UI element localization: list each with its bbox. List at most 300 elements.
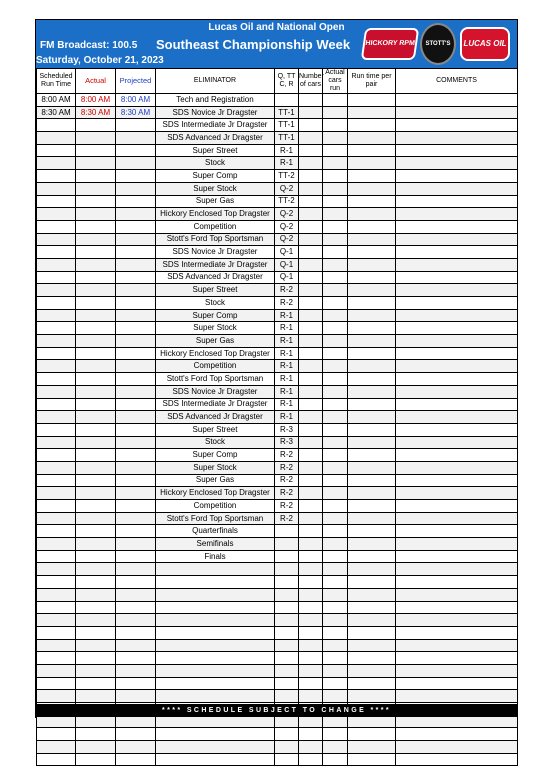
cell-actual bbox=[76, 284, 116, 297]
cell-actual bbox=[76, 512, 116, 525]
cell-actual bbox=[76, 144, 116, 157]
cell-actual bbox=[76, 449, 116, 462]
cell-scheduled bbox=[37, 119, 76, 132]
blank-cell bbox=[116, 677, 156, 690]
cell-comments bbox=[396, 461, 518, 474]
cell-actual-cars bbox=[323, 347, 348, 360]
blank-cell bbox=[323, 576, 348, 589]
series-title: Southeast Championship Week bbox=[156, 37, 351, 52]
cell-actual-cars bbox=[323, 525, 348, 538]
cell-comments bbox=[396, 487, 518, 500]
table-row bbox=[37, 385, 518, 398]
cell-comments bbox=[396, 233, 518, 246]
cell-projected: 8:00 AM bbox=[116, 94, 156, 107]
cell-projected bbox=[116, 309, 156, 322]
cell-actual-cars bbox=[323, 157, 348, 170]
cell-num-cars bbox=[299, 170, 323, 183]
table-row bbox=[37, 170, 518, 183]
cell-actual bbox=[76, 398, 116, 411]
blank-cell bbox=[156, 728, 275, 741]
blank-cell bbox=[37, 626, 76, 639]
cell-comments bbox=[396, 500, 518, 513]
blank-cell bbox=[156, 626, 275, 639]
blank-cell bbox=[37, 728, 76, 741]
cell-eliminator: Competition bbox=[156, 500, 275, 513]
cell-comments bbox=[396, 398, 518, 411]
cell-comments bbox=[396, 157, 518, 170]
blank-cell bbox=[348, 639, 396, 652]
cell-projected bbox=[116, 220, 156, 233]
cell-num-cars bbox=[299, 487, 323, 500]
cell-code: R-1 bbox=[275, 309, 299, 322]
cell-num-cars bbox=[299, 271, 323, 284]
cell-projected bbox=[116, 500, 156, 513]
table-row bbox=[37, 373, 518, 386]
table-row bbox=[37, 157, 518, 170]
blank-cell bbox=[348, 614, 396, 627]
blank-cell bbox=[156, 715, 275, 728]
cell-projected bbox=[116, 360, 156, 373]
blank-cell bbox=[396, 639, 518, 652]
cell-comments bbox=[396, 258, 518, 271]
cell-projected bbox=[116, 119, 156, 132]
cell-actual bbox=[76, 119, 116, 132]
blank-cell bbox=[116, 588, 156, 601]
cell-actual-cars bbox=[323, 385, 348, 398]
table-row bbox=[37, 106, 518, 119]
cell-actual bbox=[76, 411, 116, 424]
blank-cell bbox=[116, 741, 156, 754]
blank-cell bbox=[323, 677, 348, 690]
table-row bbox=[37, 398, 518, 411]
cell-num-cars bbox=[299, 157, 323, 170]
blank-cell bbox=[275, 715, 299, 728]
cell-actual bbox=[76, 373, 116, 386]
cell-comments bbox=[396, 144, 518, 157]
cell-scheduled bbox=[37, 385, 76, 398]
cell-actual-cars bbox=[323, 208, 348, 221]
cell-actual bbox=[76, 500, 116, 513]
cell-comments bbox=[396, 525, 518, 538]
cell-code: R-1 bbox=[275, 360, 299, 373]
blank-cell bbox=[299, 601, 323, 614]
hickory-logo: HICKORY RPM bbox=[361, 28, 419, 60]
blank-cell bbox=[299, 715, 323, 728]
cell-scheduled bbox=[37, 309, 76, 322]
cell-scheduled bbox=[37, 322, 76, 335]
cell-code: TT-1 bbox=[275, 106, 299, 119]
cell-projected bbox=[116, 284, 156, 297]
cell-scheduled bbox=[37, 208, 76, 221]
cell-actual-cars bbox=[323, 322, 348, 335]
table-row bbox=[37, 144, 518, 157]
cell-actual-cars bbox=[323, 411, 348, 424]
cell-run-time bbox=[348, 436, 396, 449]
blank-cell bbox=[299, 728, 323, 741]
cell-actual-cars bbox=[323, 487, 348, 500]
cell-scheduled: 8:30 AM bbox=[37, 106, 76, 119]
cell-comments bbox=[396, 423, 518, 436]
cell-code: R-1 bbox=[275, 347, 299, 360]
table-row bbox=[37, 195, 518, 208]
cell-num-cars bbox=[299, 474, 323, 487]
cell-comments bbox=[396, 347, 518, 360]
cell-num-cars bbox=[299, 182, 323, 195]
cell-projected bbox=[116, 423, 156, 436]
cell-scheduled bbox=[37, 271, 76, 284]
blank-cell bbox=[37, 677, 76, 690]
cell-code: R-2 bbox=[275, 512, 299, 525]
table-row bbox=[37, 322, 518, 335]
cell-run-time bbox=[348, 411, 396, 424]
cell-actual: 8:00 AM bbox=[76, 94, 116, 107]
blank-cell bbox=[275, 588, 299, 601]
blank-cell bbox=[37, 664, 76, 677]
blank-cell bbox=[348, 677, 396, 690]
blank-cell bbox=[275, 664, 299, 677]
cell-code: R-1 bbox=[275, 157, 299, 170]
cell-scheduled bbox=[37, 335, 76, 348]
cell-comments bbox=[396, 512, 518, 525]
table-row-blank bbox=[37, 677, 518, 690]
cell-actual-cars bbox=[323, 335, 348, 348]
table-row bbox=[37, 550, 518, 563]
blank-cell bbox=[76, 626, 116, 639]
cell-projected bbox=[116, 474, 156, 487]
cell-actual-cars bbox=[323, 297, 348, 310]
blank-cell bbox=[275, 576, 299, 589]
cell-actual-cars bbox=[323, 119, 348, 132]
blank-cell bbox=[299, 563, 323, 576]
cell-actual-cars bbox=[323, 360, 348, 373]
cell-comments bbox=[396, 322, 518, 335]
cell-actual-cars bbox=[323, 423, 348, 436]
cell-projected bbox=[116, 297, 156, 310]
blank-cell bbox=[396, 576, 518, 589]
cell-actual bbox=[76, 309, 116, 322]
cell-num-cars bbox=[299, 94, 323, 107]
cell-scheduled bbox=[37, 550, 76, 563]
col-actual: Actual bbox=[76, 69, 116, 94]
cell-actual bbox=[76, 347, 116, 360]
cell-eliminator: SDS Novice Jr Dragster bbox=[156, 246, 275, 259]
cell-eliminator: SDS Novice Jr Dragster bbox=[156, 106, 275, 119]
blank-cell bbox=[396, 741, 518, 754]
cell-eliminator: Hickory Enclosed Top Dragster bbox=[156, 487, 275, 500]
cell-actual bbox=[76, 487, 116, 500]
cell-num-cars bbox=[299, 335, 323, 348]
cell-actual bbox=[76, 538, 116, 551]
cell-num-cars bbox=[299, 461, 323, 474]
cell-code bbox=[275, 550, 299, 563]
blank-cell bbox=[156, 652, 275, 665]
table-row bbox=[37, 297, 518, 310]
cell-eliminator: Super Gas bbox=[156, 335, 275, 348]
cell-projected bbox=[116, 195, 156, 208]
cell-scheduled bbox=[37, 461, 76, 474]
cell-comments bbox=[396, 94, 518, 107]
cell-actual-cars bbox=[323, 449, 348, 462]
blank-cell bbox=[116, 753, 156, 766]
cell-run-time bbox=[348, 423, 396, 436]
table-row-blank bbox=[37, 576, 518, 589]
blank-cell bbox=[299, 690, 323, 703]
blank-cell bbox=[396, 677, 518, 690]
cell-eliminator: Super Street bbox=[156, 144, 275, 157]
blank-cell bbox=[348, 601, 396, 614]
cell-num-cars bbox=[299, 423, 323, 436]
table-row bbox=[37, 284, 518, 297]
cell-code: TT-1 bbox=[275, 119, 299, 132]
cell-actual-cars bbox=[323, 144, 348, 157]
cell-eliminator: Stott's Ford Top Sportsman bbox=[156, 373, 275, 386]
cell-actual-cars bbox=[323, 258, 348, 271]
lucas-oil-logo: LUCAS OIL bbox=[460, 27, 510, 61]
cell-run-time bbox=[348, 157, 396, 170]
cell-num-cars bbox=[299, 246, 323, 259]
blank-cell bbox=[275, 753, 299, 766]
cell-code: R-2 bbox=[275, 297, 299, 310]
blank-cell bbox=[76, 677, 116, 690]
table-row-blank bbox=[37, 601, 518, 614]
cell-projected bbox=[116, 347, 156, 360]
cell-scheduled bbox=[37, 284, 76, 297]
cell-run-time bbox=[348, 525, 396, 538]
cell-code: TT-2 bbox=[275, 170, 299, 183]
blank-cell bbox=[37, 753, 76, 766]
blank-cell bbox=[323, 614, 348, 627]
cell-actual bbox=[76, 322, 116, 335]
cell-projected bbox=[116, 385, 156, 398]
blank-cell bbox=[275, 652, 299, 665]
cell-projected bbox=[116, 271, 156, 284]
cell-eliminator: Quarterfinals bbox=[156, 525, 275, 538]
blank-cell bbox=[116, 715, 156, 728]
cell-run-time bbox=[348, 297, 396, 310]
cell-scheduled bbox=[37, 512, 76, 525]
cell-scheduled bbox=[37, 195, 76, 208]
blank-cell bbox=[37, 601, 76, 614]
cell-num-cars bbox=[299, 297, 323, 310]
cell-code: R-1 bbox=[275, 373, 299, 386]
cell-comments bbox=[396, 284, 518, 297]
schedule-rows bbox=[37, 94, 518, 766]
blank-cell bbox=[348, 652, 396, 665]
table-row-blank bbox=[37, 728, 518, 741]
cell-eliminator: SDS Intermediate Jr Dragster bbox=[156, 119, 275, 132]
cell-actual bbox=[76, 436, 116, 449]
cell-run-time bbox=[348, 360, 396, 373]
cell-code: R-2 bbox=[275, 474, 299, 487]
cell-eliminator: Super Stock bbox=[156, 322, 275, 335]
cell-num-cars bbox=[299, 550, 323, 563]
cell-num-cars bbox=[299, 512, 323, 525]
cell-code: R-2 bbox=[275, 500, 299, 513]
table-row bbox=[37, 525, 518, 538]
blank-cell bbox=[76, 690, 116, 703]
cell-comments bbox=[396, 170, 518, 183]
blank-cell bbox=[76, 715, 116, 728]
cell-actual bbox=[76, 208, 116, 221]
cell-actual-cars bbox=[323, 436, 348, 449]
cell-actual bbox=[76, 195, 116, 208]
cell-run-time bbox=[348, 132, 396, 145]
cell-scheduled bbox=[37, 170, 76, 183]
cell-eliminator: SDS Advanced Jr Dragster bbox=[156, 411, 275, 424]
cell-scheduled bbox=[37, 525, 76, 538]
table-row-blank bbox=[37, 690, 518, 703]
cell-code: R-3 bbox=[275, 436, 299, 449]
cell-actual bbox=[76, 423, 116, 436]
cell-scheduled bbox=[37, 538, 76, 551]
table-row bbox=[37, 360, 518, 373]
cell-projected bbox=[116, 335, 156, 348]
blank-cell bbox=[348, 588, 396, 601]
table-row-blank bbox=[37, 652, 518, 665]
cell-actual-cars bbox=[323, 461, 348, 474]
blank-cell bbox=[156, 614, 275, 627]
blank-cell bbox=[275, 614, 299, 627]
blank-cell bbox=[156, 639, 275, 652]
blank-cell bbox=[299, 677, 323, 690]
cell-num-cars bbox=[299, 398, 323, 411]
blank-cell bbox=[299, 741, 323, 754]
blank-cell bbox=[299, 576, 323, 589]
cell-projected bbox=[116, 550, 156, 563]
cell-scheduled bbox=[37, 360, 76, 373]
blank-cell bbox=[275, 677, 299, 690]
blank-cell bbox=[323, 639, 348, 652]
cell-num-cars bbox=[299, 233, 323, 246]
cell-code bbox=[275, 538, 299, 551]
blank-cell bbox=[76, 576, 116, 589]
blank-cell bbox=[37, 576, 76, 589]
blank-cell bbox=[396, 715, 518, 728]
cell-actual-cars bbox=[323, 94, 348, 107]
cell-actual bbox=[76, 385, 116, 398]
blank-cell bbox=[299, 626, 323, 639]
cell-comments bbox=[396, 132, 518, 145]
cell-code: R-1 bbox=[275, 322, 299, 335]
blank-cell bbox=[76, 741, 116, 754]
cell-actual bbox=[76, 157, 116, 170]
cell-eliminator: Super Gas bbox=[156, 474, 275, 487]
cell-scheduled: 8:00 AM bbox=[37, 94, 76, 107]
cell-scheduled bbox=[37, 157, 76, 170]
blank-cell bbox=[275, 690, 299, 703]
cell-num-cars bbox=[299, 449, 323, 462]
cell-run-time bbox=[348, 309, 396, 322]
cell-comments bbox=[396, 220, 518, 233]
cell-eliminator: SDS Advanced Jr Dragster bbox=[156, 271, 275, 284]
cell-run-time bbox=[348, 233, 396, 246]
cell-code: Q-2 bbox=[275, 220, 299, 233]
fm-broadcast: FM Broadcast: 100.5 bbox=[40, 40, 138, 51]
cell-actual bbox=[76, 360, 116, 373]
cell-eliminator: SDS Intermediate Jr Dragster bbox=[156, 258, 275, 271]
cell-eliminator: Hickory Enclosed Top Dragster bbox=[156, 347, 275, 360]
table-row bbox=[37, 132, 518, 145]
blank-cell bbox=[37, 639, 76, 652]
table-row bbox=[37, 258, 518, 271]
col-comments: COMMENTS bbox=[396, 69, 518, 94]
cell-scheduled bbox=[37, 373, 76, 386]
blank-cell bbox=[76, 614, 116, 627]
cell-actual bbox=[76, 246, 116, 259]
blank-cell bbox=[156, 753, 275, 766]
blank-cell bbox=[323, 753, 348, 766]
cell-actual bbox=[76, 233, 116, 246]
cell-scheduled bbox=[37, 144, 76, 157]
cell-run-time bbox=[348, 385, 396, 398]
cell-scheduled bbox=[37, 411, 76, 424]
table-row bbox=[37, 246, 518, 259]
table-row bbox=[37, 538, 518, 551]
cell-actual bbox=[76, 550, 116, 563]
cell-eliminator: Stock bbox=[156, 297, 275, 310]
blank-cell bbox=[76, 563, 116, 576]
cell-actual-cars bbox=[323, 538, 348, 551]
cell-actual-cars bbox=[323, 309, 348, 322]
cell-projected bbox=[116, 436, 156, 449]
cell-comments bbox=[396, 182, 518, 195]
cell-eliminator: SDS Advanced Jr Dragster bbox=[156, 132, 275, 145]
cell-code: Q-1 bbox=[275, 271, 299, 284]
table-row bbox=[37, 208, 518, 221]
cell-projected bbox=[116, 144, 156, 157]
cell-run-time bbox=[348, 246, 396, 259]
cell-run-time bbox=[348, 335, 396, 348]
cell-actual bbox=[76, 132, 116, 145]
col-actual-cars: Actual cars run bbox=[323, 69, 348, 94]
cell-eliminator: Stock bbox=[156, 157, 275, 170]
cell-comments bbox=[396, 271, 518, 284]
blank-cell bbox=[76, 753, 116, 766]
cell-projected bbox=[116, 258, 156, 271]
cell-eliminator: Finals bbox=[156, 550, 275, 563]
cell-run-time bbox=[348, 322, 396, 335]
blank-cell bbox=[348, 576, 396, 589]
table-row bbox=[37, 271, 518, 284]
cell-actual-cars bbox=[323, 500, 348, 513]
cell-num-cars bbox=[299, 284, 323, 297]
blank-cell bbox=[116, 614, 156, 627]
table-row-blank bbox=[37, 563, 518, 576]
cell-comments bbox=[396, 360, 518, 373]
cell-actual-cars bbox=[323, 284, 348, 297]
cell-projected bbox=[116, 170, 156, 183]
blank-cell bbox=[37, 652, 76, 665]
cell-eliminator: Super Stock bbox=[156, 461, 275, 474]
cell-run-time bbox=[348, 500, 396, 513]
cell-num-cars bbox=[299, 309, 323, 322]
cell-num-cars bbox=[299, 258, 323, 271]
table-row-blank bbox=[37, 588, 518, 601]
cell-eliminator: Super Stock bbox=[156, 182, 275, 195]
table-row bbox=[37, 347, 518, 360]
cell-code: TT-2 bbox=[275, 195, 299, 208]
blank-cell bbox=[275, 741, 299, 754]
cell-comments bbox=[396, 208, 518, 221]
table-row bbox=[37, 500, 518, 513]
blank-cell bbox=[299, 639, 323, 652]
cell-run-time bbox=[348, 195, 396, 208]
cell-projected bbox=[116, 182, 156, 195]
cell-projected bbox=[116, 157, 156, 170]
cell-comments bbox=[396, 297, 518, 310]
cell-projected bbox=[116, 246, 156, 259]
event-date: Saturday, October 21, 2023 bbox=[36, 55, 164, 66]
